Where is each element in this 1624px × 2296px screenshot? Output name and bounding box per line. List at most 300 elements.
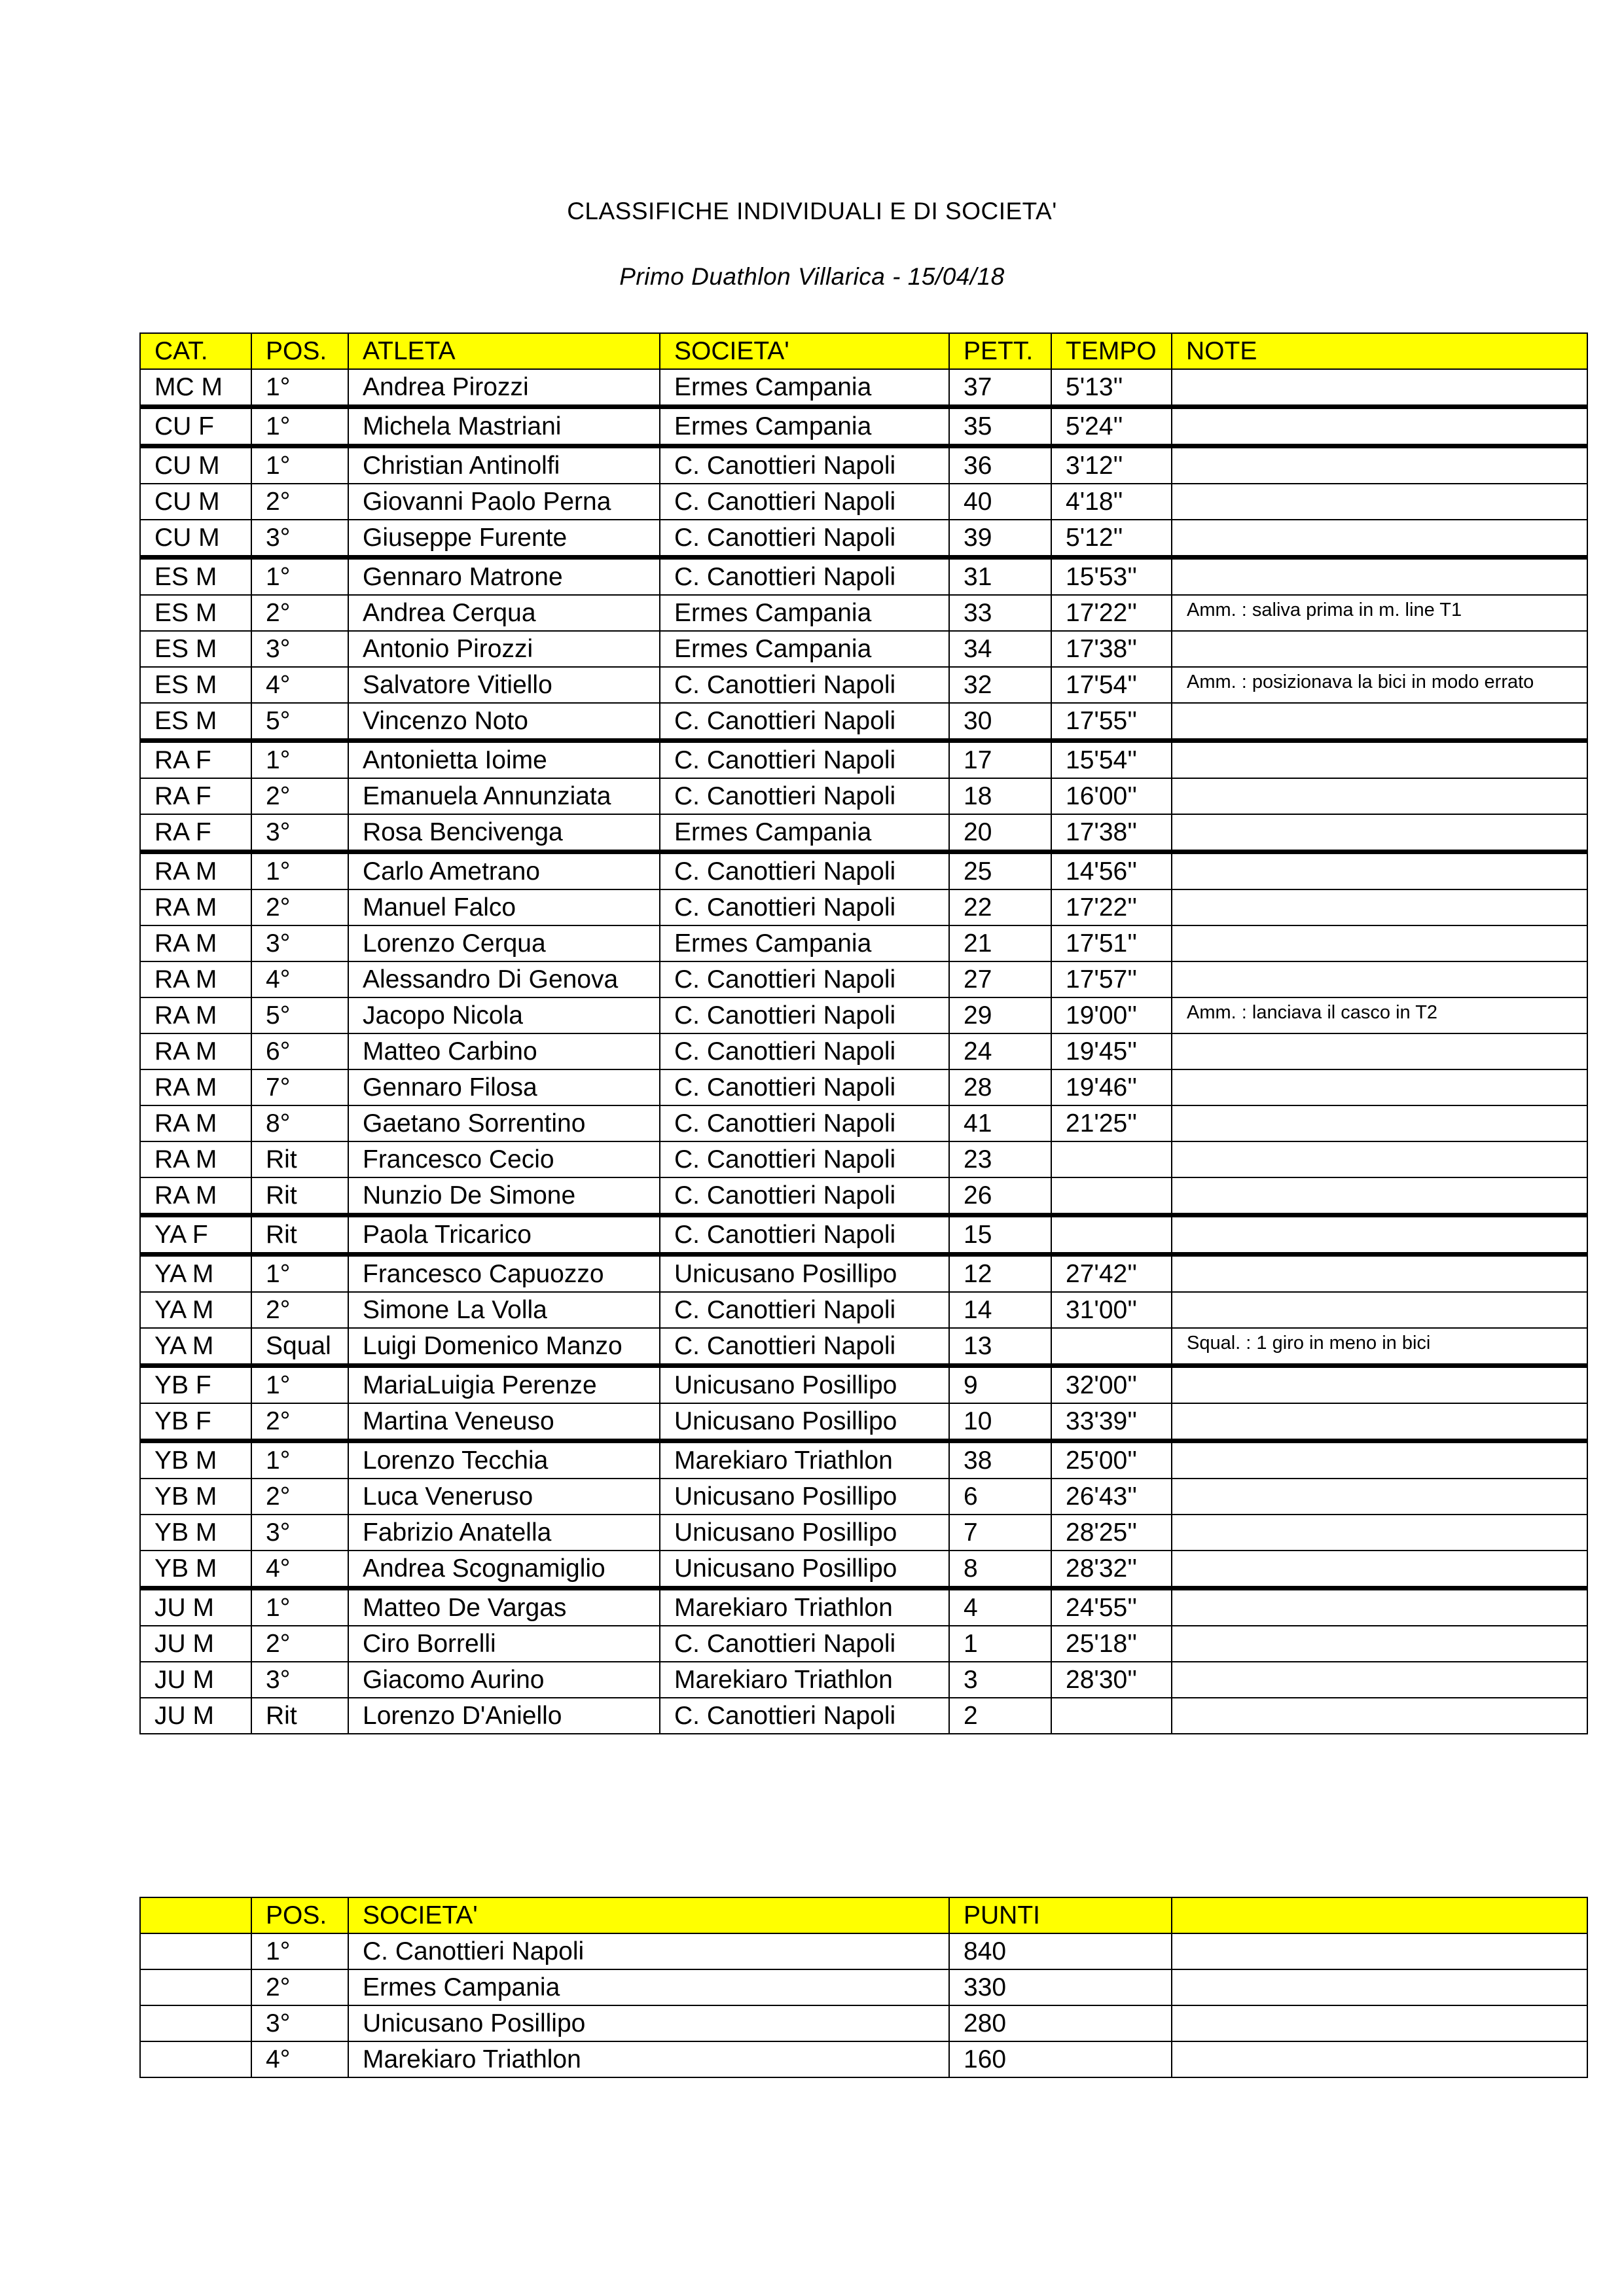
- cell-time: 19'45'': [1051, 1033, 1172, 1069]
- cell-bib: 6: [949, 1479, 1051, 1515]
- cell-time: 25'18'': [1051, 1626, 1172, 1662]
- cell-club: Marekiaro Triathlon: [660, 1662, 949, 1698]
- cell-time: 28'25'': [1051, 1515, 1172, 1551]
- cell-time: 17'57'': [1051, 961, 1172, 997]
- cell-athlete: Michela Mastriani: [348, 407, 660, 446]
- cell-note: [1172, 703, 1587, 741]
- cell-category: YA F: [140, 1215, 251, 1255]
- cell-club: C. Canottieri Napoli: [660, 1292, 949, 1328]
- cell-club: Marekiaro Triathlon: [660, 1588, 949, 1626]
- cell-bib: 32: [949, 667, 1051, 703]
- cell-club: Ermes Campania: [660, 925, 949, 961]
- cell-category: YB M: [140, 1551, 251, 1588]
- cell-bib: 24: [949, 1033, 1051, 1069]
- cell-position: Rit: [251, 1698, 348, 1734]
- cell-athlete: Nunzio De Simone: [348, 1177, 660, 1215]
- header-club: SOCIETA': [660, 333, 949, 369]
- cell-athlete: Gennaro Filosa: [348, 1069, 660, 1105]
- cell-category: MC M: [140, 369, 251, 407]
- cell-time: 5'13'': [1051, 369, 1172, 407]
- table-row: [140, 997, 1587, 1033]
- table-row: [140, 1177, 1587, 1215]
- table-row: [140, 520, 1587, 558]
- cell-bib: 37: [949, 369, 1051, 407]
- cell-position: 1°: [251, 446, 348, 484]
- table-row: [140, 1366, 1587, 1404]
- cell-athlete: Giovanni Paolo Perna: [348, 484, 660, 520]
- table-row: [140, 814, 1587, 852]
- cell-category: RA M: [140, 1105, 251, 1141]
- cell-position: 1°: [251, 1366, 348, 1404]
- cell-position: 1°: [251, 1933, 348, 1969]
- cell-time: 5'24'': [1051, 407, 1172, 446]
- cell-time: 32'00'': [1051, 1366, 1172, 1404]
- cell-time: 25'00'': [1051, 1441, 1172, 1479]
- cell-time: [1051, 1215, 1172, 1255]
- cell-category: RA M: [140, 1177, 251, 1215]
- cell-category: CU F: [140, 407, 251, 446]
- cell-bib: 20: [949, 814, 1051, 852]
- cell-time: 17'55'': [1051, 703, 1172, 741]
- table-row: [140, 1626, 1587, 1662]
- cell-time: 21'25'': [1051, 1105, 1172, 1141]
- cell-empty: [140, 1933, 251, 1969]
- table-row: [140, 558, 1587, 596]
- cell-note: [1172, 1403, 1587, 1441]
- cell-athlete: Gaetano Sorrentino: [348, 1105, 660, 1141]
- cell-note: [1172, 520, 1587, 558]
- cell-category: RA M: [140, 961, 251, 997]
- cell-time: [1051, 1698, 1172, 1734]
- cell-athlete: Antonietta Ioime: [348, 741, 660, 779]
- cell-club: Ermes Campania: [660, 595, 949, 631]
- table-row: [140, 852, 1587, 890]
- cell-position: 4°: [251, 667, 348, 703]
- header-note: NOTE: [1172, 333, 1587, 369]
- cell-club: C. Canottieri Napoli: [660, 520, 949, 558]
- table-row: [140, 1141, 1587, 1177]
- cell-points: 840: [949, 1933, 1172, 1969]
- cell-category: JU M: [140, 1662, 251, 1698]
- cell-position: 3°: [251, 925, 348, 961]
- table-row: [140, 925, 1587, 961]
- cell-athlete: Simone La Volla: [348, 1292, 660, 1328]
- table-row: [140, 1515, 1587, 1551]
- cell-time: 28'30'': [1051, 1662, 1172, 1698]
- cell-bib: 27: [949, 961, 1051, 997]
- cell-club: C. Canottieri Napoli: [660, 484, 949, 520]
- cell-athlete: Fabrizio Anatella: [348, 1515, 660, 1551]
- table-row: [140, 1933, 1587, 1969]
- cell-category: ES M: [140, 595, 251, 631]
- cell-club: Marekiaro Triathlon: [348, 2041, 949, 2077]
- table-row: [140, 1441, 1587, 1479]
- table-row: [140, 1969, 1587, 2005]
- cell-bib: 29: [949, 997, 1051, 1033]
- cell-position: 6°: [251, 1033, 348, 1069]
- cell-athlete: Martina Veneuso: [348, 1403, 660, 1441]
- cell-club: Ermes Campania: [660, 369, 949, 407]
- cell-position: Rit: [251, 1215, 348, 1255]
- cell-category: YA M: [140, 1328, 251, 1366]
- cell-club: C. Canottieri Napoli: [660, 1105, 949, 1141]
- cell-athlete: Emanuela Annunziata: [348, 778, 660, 814]
- cell-club: C. Canottieri Napoli: [660, 1069, 949, 1105]
- cell-position: 3°: [251, 1515, 348, 1551]
- cell-bib: 38: [949, 1441, 1051, 1479]
- cell-bib: 41: [949, 1105, 1051, 1141]
- cell-athlete: Matteo Carbino: [348, 1033, 660, 1069]
- cell-note: [1172, 1588, 1587, 1626]
- cell-note: [1172, 1441, 1587, 1479]
- table-row: [140, 631, 1587, 667]
- cell-position: 1°: [251, 369, 348, 407]
- cell-bib: 7: [949, 1515, 1051, 1551]
- cell-bib: 15: [949, 1215, 1051, 1255]
- cell-note: [1172, 369, 1587, 407]
- cell-note: [1172, 889, 1587, 925]
- table-row: [140, 1069, 1587, 1105]
- cell-bib: 36: [949, 446, 1051, 484]
- cell-bib: 14: [949, 1292, 1051, 1328]
- cell-club: Ermes Campania: [348, 1969, 949, 2005]
- cell-club: C. Canottieri Napoli: [660, 558, 949, 596]
- table-row: [140, 1292, 1587, 1328]
- cell-position: 2°: [251, 1626, 348, 1662]
- cell-category: JU M: [140, 1698, 251, 1734]
- cell-bib: 39: [949, 520, 1051, 558]
- table-row: [140, 1403, 1587, 1441]
- cell-category: RA M: [140, 997, 251, 1033]
- cell-note: [1172, 631, 1587, 667]
- cell-category: CU M: [140, 520, 251, 558]
- cell-club: Ermes Campania: [660, 631, 949, 667]
- table-row: [140, 1698, 1587, 1734]
- cell-points: 330: [949, 1969, 1172, 2005]
- cell-category: RA M: [140, 1141, 251, 1177]
- cell-time: 3'12'': [1051, 446, 1172, 484]
- cell-time: 19'00'': [1051, 997, 1172, 1033]
- cell-category: YA M: [140, 1292, 251, 1328]
- cell-category: RA M: [140, 1069, 251, 1105]
- cell-club: C. Canottieri Napoli: [660, 1698, 949, 1734]
- cell-category: ES M: [140, 703, 251, 741]
- cell-bib: 13: [949, 1328, 1051, 1366]
- table-row: [140, 2005, 1587, 2041]
- cell-bib: 34: [949, 631, 1051, 667]
- cell-club: C. Canottieri Napoli: [660, 1328, 949, 1366]
- cell-note: [1172, 1479, 1587, 1515]
- cell-category: RA M: [140, 852, 251, 890]
- cell-athlete: Salvatore Vitiello: [348, 667, 660, 703]
- header-empty: [140, 1897, 251, 1933]
- cell-athlete: Andrea Scognamiglio: [348, 1551, 660, 1588]
- cell-position: 8°: [251, 1105, 348, 1141]
- cell-athlete: Andrea Pirozzi: [348, 369, 660, 407]
- individual-results-table: [139, 332, 1588, 1734]
- cell-position: 1°: [251, 852, 348, 890]
- cell-note: [1172, 814, 1587, 852]
- cell-club: C. Canottieri Napoli: [660, 446, 949, 484]
- table-row: [140, 961, 1587, 997]
- cell-bib: 23: [949, 1141, 1051, 1177]
- cell-athlete: Vincenzo Noto: [348, 703, 660, 741]
- cell-note: [1172, 1292, 1587, 1328]
- table-row: [140, 2041, 1587, 2077]
- cell-position: 1°: [251, 741, 348, 779]
- cell-club: C. Canottieri Napoli: [660, 703, 949, 741]
- cell-athlete: Christian Antinolfi: [348, 446, 660, 484]
- table-row: [140, 595, 1587, 631]
- cell-athlete: Lorenzo Tecchia: [348, 1441, 660, 1479]
- header-time: TEMPO: [1051, 333, 1172, 369]
- cell-note: [1172, 484, 1587, 520]
- cell-note: [1172, 961, 1587, 997]
- cell-note: [1172, 1215, 1587, 1255]
- cell-position: 3°: [251, 814, 348, 852]
- cell-position: 1°: [251, 1588, 348, 1626]
- cell-athlete: Rosa Bencivenga: [348, 814, 660, 852]
- cell-category: RA M: [140, 1033, 251, 1069]
- cell-note: [1172, 407, 1587, 446]
- cell-position: 3°: [251, 631, 348, 667]
- team-standings-table: [139, 1897, 1588, 2078]
- cell-athlete: MariaLuigia Perenze: [348, 1366, 660, 1404]
- cell-category: ES M: [140, 631, 251, 667]
- cell-note: [1172, 1662, 1587, 1698]
- cell-category: YB M: [140, 1479, 251, 1515]
- cell-note: [1172, 1105, 1587, 1141]
- cell-note: [1172, 1698, 1587, 1734]
- table-row: [140, 1328, 1587, 1366]
- header-position: POS.: [251, 333, 348, 369]
- cell-category: ES M: [140, 558, 251, 596]
- cell-position: 3°: [251, 2005, 348, 2041]
- table-row: [140, 1588, 1587, 1626]
- cell-category: CU M: [140, 446, 251, 484]
- cell-club: Unicusano Posillipo: [660, 1255, 949, 1293]
- cell-time: 19'46'': [1051, 1069, 1172, 1105]
- cell-bib: 12: [949, 1255, 1051, 1293]
- cell-time: 16'00'': [1051, 778, 1172, 814]
- cell-category: YB F: [140, 1403, 251, 1441]
- page-title: CLASSIFICHE INDIVIDUALI E DI SOCIETA': [567, 198, 1057, 224]
- cell-position: 7°: [251, 1069, 348, 1105]
- cell-category: RA F: [140, 741, 251, 779]
- cell-time: 26'43'': [1051, 1479, 1172, 1515]
- table-row: [140, 484, 1587, 520]
- cell-club: C. Canottieri Napoli: [660, 667, 949, 703]
- cell-bib: 9: [949, 1366, 1051, 1404]
- cell-athlete: Giacomo Aurino: [348, 1662, 660, 1698]
- cell-athlete: Luca Veneruso: [348, 1479, 660, 1515]
- header-category: CAT.: [140, 333, 251, 369]
- cell-note: [1172, 778, 1587, 814]
- cell-position: 5°: [251, 703, 348, 741]
- cell-category: RA F: [140, 814, 251, 852]
- cell-note: [1172, 925, 1587, 961]
- cell-empty: [1172, 2041, 1587, 2077]
- cell-club: Marekiaro Triathlon: [660, 1441, 949, 1479]
- cell-bib: 35: [949, 407, 1051, 446]
- cell-athlete: Luigi Domenico Manzo: [348, 1328, 660, 1366]
- cell-position: 4°: [251, 1551, 348, 1588]
- cell-club: C. Canottieri Napoli: [660, 997, 949, 1033]
- cell-club: C. Canottieri Napoli: [660, 778, 949, 814]
- table-row: [140, 1033, 1587, 1069]
- cell-note: Squal. : 1 giro in meno in bici: [1172, 1328, 1587, 1366]
- cell-club: Unicusano Posillipo: [660, 1479, 949, 1515]
- cell-category: YA M: [140, 1255, 251, 1293]
- cell-bib: 3: [949, 1662, 1051, 1698]
- table-row: [140, 667, 1587, 703]
- cell-athlete: Andrea Cerqua: [348, 595, 660, 631]
- cell-club: C. Canottieri Napoli: [660, 1177, 949, 1215]
- cell-category: ES M: [140, 667, 251, 703]
- cell-time: 5'12'': [1051, 520, 1172, 558]
- cell-note: [1172, 852, 1587, 890]
- cell-club: Unicusano Posillipo: [660, 1366, 949, 1404]
- cell-note: [1172, 1366, 1587, 1404]
- cell-position: 4°: [251, 2041, 348, 2077]
- table-row: [140, 741, 1587, 779]
- cell-position: 2°: [251, 1292, 348, 1328]
- cell-empty: [1172, 1933, 1587, 1969]
- teams-header-row: [140, 1897, 1587, 1933]
- cell-club: C. Canottieri Napoli: [660, 1141, 949, 1177]
- cell-time: 15'53'': [1051, 558, 1172, 596]
- table-row: [140, 446, 1587, 484]
- cell-athlete: Manuel Falco: [348, 889, 660, 925]
- cell-time: 17'22'': [1051, 595, 1172, 631]
- cell-athlete: Antonio Pirozzi: [348, 631, 660, 667]
- cell-club: C. Canottieri Napoli: [660, 852, 949, 890]
- cell-position: 1°: [251, 1255, 348, 1293]
- cell-category: RA F: [140, 778, 251, 814]
- cell-athlete: Francesco Capuozzo: [348, 1255, 660, 1293]
- table-row: [140, 1662, 1587, 1698]
- cell-time: 15'54'': [1051, 741, 1172, 779]
- cell-points: 160: [949, 2041, 1172, 2077]
- header-points: PUNTI: [949, 1897, 1172, 1933]
- cell-note: Amm. : posizionava la bici in modo errato: [1172, 667, 1587, 703]
- cell-empty: [1172, 2005, 1587, 2041]
- header-athlete: ATLETA: [348, 333, 660, 369]
- cell-bib: 40: [949, 484, 1051, 520]
- cell-time: [1051, 1177, 1172, 1215]
- cell-club: C. Canottieri Napoli: [660, 741, 949, 779]
- cell-bib: 28: [949, 1069, 1051, 1105]
- cell-time: [1051, 1328, 1172, 1366]
- cell-position: 2°: [251, 1479, 348, 1515]
- cell-time: 31'00'': [1051, 1292, 1172, 1328]
- table-row: [140, 1479, 1587, 1515]
- cell-club: C. Canottieri Napoli: [660, 889, 949, 925]
- cell-club: Unicusano Posillipo: [660, 1403, 949, 1441]
- cell-bib: 25: [949, 852, 1051, 890]
- cell-athlete: Gennaro Matrone: [348, 558, 660, 596]
- cell-athlete: Lorenzo D'Aniello: [348, 1698, 660, 1734]
- cell-athlete: Alessandro Di Genova: [348, 961, 660, 997]
- cell-position: 1°: [251, 407, 348, 446]
- cell-bib: 21: [949, 925, 1051, 961]
- cell-athlete: Carlo Ametrano: [348, 852, 660, 890]
- cell-athlete: Lorenzo Cerqua: [348, 925, 660, 961]
- cell-club: C. Canottieri Napoli: [660, 1626, 949, 1662]
- cell-note: [1172, 1551, 1587, 1588]
- cell-note: [1172, 1069, 1587, 1105]
- cell-club: Unicusano Posillipo: [660, 1515, 949, 1551]
- cell-note: [1172, 558, 1587, 596]
- cell-position: 1°: [251, 558, 348, 596]
- cell-athlete: Ciro Borrelli: [348, 1626, 660, 1662]
- cell-position: Rit: [251, 1141, 348, 1177]
- header-club: SOCIETA': [348, 1897, 949, 1933]
- cell-note: [1172, 1141, 1587, 1177]
- cell-position: 2°: [251, 484, 348, 520]
- cell-empty: [1172, 1969, 1587, 2005]
- cell-category: CU M: [140, 484, 251, 520]
- table-row: [140, 1255, 1587, 1293]
- cell-time: 17'38'': [1051, 814, 1172, 852]
- cell-time: 17'51'': [1051, 925, 1172, 961]
- cell-note: [1172, 741, 1587, 779]
- cell-club: Ermes Campania: [660, 814, 949, 852]
- cell-athlete: Matteo De Vargas: [348, 1588, 660, 1626]
- table-row: [140, 703, 1587, 741]
- cell-note: [1172, 1177, 1587, 1215]
- cell-bib: 22: [949, 889, 1051, 925]
- cell-club: Ermes Campania: [660, 407, 949, 446]
- results-header-row: [140, 333, 1587, 369]
- cell-bib: 17: [949, 741, 1051, 779]
- cell-note: [1172, 1626, 1587, 1662]
- cell-club: Unicusano Posillipo: [348, 2005, 949, 2041]
- table-row: [140, 778, 1587, 814]
- cell-club: Unicusano Posillipo: [660, 1551, 949, 1588]
- cell-category: RA M: [140, 889, 251, 925]
- cell-bib: 33: [949, 595, 1051, 631]
- cell-empty: [140, 1969, 251, 2005]
- header-bib: PETT.: [949, 333, 1051, 369]
- table-row: [140, 407, 1587, 446]
- cell-position: 4°: [251, 961, 348, 997]
- cell-position: 3°: [251, 520, 348, 558]
- cell-time: 17'54'': [1051, 667, 1172, 703]
- cell-points: 280: [949, 2005, 1172, 2041]
- cell-position: 1°: [251, 1441, 348, 1479]
- cell-category: YB F: [140, 1366, 251, 1404]
- cell-time: 4'18'': [1051, 484, 1172, 520]
- cell-category: JU M: [140, 1588, 251, 1626]
- cell-bib: 4: [949, 1588, 1051, 1626]
- cell-time: 14'56'': [1051, 852, 1172, 890]
- cell-time: 33'39'': [1051, 1403, 1172, 1441]
- cell-bib: 26: [949, 1177, 1051, 1215]
- cell-category: RA M: [140, 925, 251, 961]
- cell-position: 3°: [251, 1662, 348, 1698]
- cell-club: C. Canottieri Napoli: [660, 961, 949, 997]
- cell-category: YB M: [140, 1515, 251, 1551]
- cell-bib: 8: [949, 1551, 1051, 1588]
- table-row: [140, 369, 1587, 407]
- cell-position: Squal: [251, 1328, 348, 1366]
- cell-athlete: Jacopo Nicola: [348, 997, 660, 1033]
- table-row: [140, 1551, 1587, 1588]
- cell-club: C. Canottieri Napoli: [660, 1033, 949, 1069]
- cell-position: 5°: [251, 997, 348, 1033]
- cell-club: C. Canottieri Napoli: [348, 1933, 949, 1969]
